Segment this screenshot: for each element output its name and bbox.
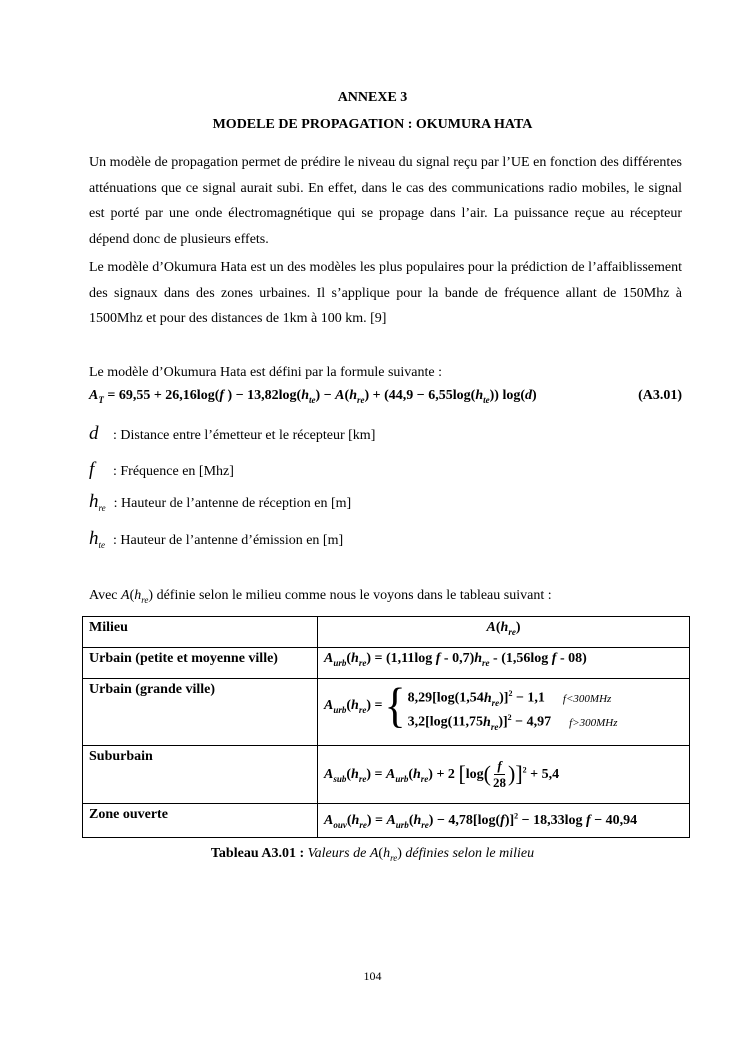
annex-heading: ANNEXE 3 [337, 90, 408, 105]
milieu-urbain-grande: Urbain (grande ville) [83, 679, 318, 746]
definition-f [89, 459, 234, 481]
formula-zone-ouverte: $A_{ouv}(h_{re}) = A_{urb}(h_{re}) - 4,78[\log(f)]^2 - 18,33\log$ f − 40,94 [318, 804, 690, 838]
note-high-frequency: f>300MHz [569, 716, 618, 729]
definition-d-text: : Distance entre l’émetteur et le récepteur [km] [113, 428, 376, 443]
table-intro: Avec $A(h_{re})$ définie selon le milieu comme nous le voyons dans le tableau suivant : [89, 588, 552, 605]
table-header-row [83, 617, 690, 648]
formula-suburbain: $A_{sub}(h_{re}) = A_{urb}(h_{re}) + 2$ [log( $\frac{f}{28}$ )]$^2$ + 5,4 [318, 746, 690, 804]
table-caption: Tableau A3.01 : Valeurs de $A(h_{re})$ définies selon le milieu [210, 846, 535, 863]
table-row [83, 746, 690, 804]
note-low-frequency: f<300MHz [562, 692, 612, 705]
formula-intro: Le modèle d’Okumura Hata est défini par la formule suivante : [89, 365, 442, 380]
milieu-zone-ouverte: Zone ouverte [83, 804, 318, 838]
symbol-hte: $h_{te}$ [89, 528, 105, 550]
symbol-f: f [89, 459, 95, 480]
formula-urbain-grande: $A_{urb}(h_{re})$ = { $8,29[\log(1,54h_{re})]^2 - 1,1$ f<300MHz $3,2[\log(11,75h_{re})]^2 - 4,97$ f>300MHz [318, 679, 690, 746]
table-row [83, 679, 690, 746]
definition-hte [89, 528, 343, 550]
symbol-d: d [89, 423, 99, 444]
definition-hre-text: : Hauteur de l’antenne de réception en [m] [113, 496, 352, 511]
equation-number: (A3.01) [638, 388, 682, 403]
definition-hte-text: : Hauteur de l’antenne d’émission en [m] [113, 533, 344, 548]
intro-paragraph-2: Le modèle d’Okumura Hata est un des modèles les plus populaires pour la prédiction de l’affaiblissement des signaux dans des zones urbaines. Il s’applique pour la bande de fréquence allant de 150Mhz à 1500Mhz et pour des distances de 1km à 100 km. [9] [89, 260, 682, 326]
okumura-hata-formula: $A_T = 69,55 + 26,16\log(f$ ) − $13,82\log(h_{te}) - A(h_{re}) + (44,9 - 6,55\log(h_{te}))$ log(d) (A3.01) [89, 388, 682, 405]
intro-paragraph-1: Un modèle de propagation permet de prédire le niveau du signal reçu par l’UE en fonction des différentes atténuations que ce signal aurait subi. En effet, dans le cas des communications radio mobiles, le signal est porté par une onde électromagnétique qui se propage dans l’air. La puissance reçue au récepteur dépend donc de plusieurs effets. [89, 155, 682, 247]
symbol-hre: $h_{re}$ [89, 491, 106, 513]
propagation-table [82, 616, 690, 838]
definition-f-text: : Fréquence en [Mhz] [113, 464, 234, 479]
page-number: 104 [363, 969, 382, 983]
header-a-hre: $A(h_{re})$ [318, 617, 690, 648]
formula-urbain-petite: $A_{urb}(h_{re}) = (1,11\log$ f - $0,7)h_{re} - (1,56\log$ f - 08) [318, 648, 690, 679]
milieu-urbain-petite: Urbain (petite et moyenne ville) [83, 648, 318, 679]
table-row [83, 648, 690, 679]
annex-title: MODELE DE PROPAGATION : OKUMURA HATA [212, 117, 533, 132]
header-milieu: Milieu [83, 617, 318, 648]
milieu-suburbain: Suburbain [83, 746, 318, 804]
definition-d [89, 423, 375, 445]
table-row [83, 804, 690, 838]
definition-hre [89, 491, 351, 513]
